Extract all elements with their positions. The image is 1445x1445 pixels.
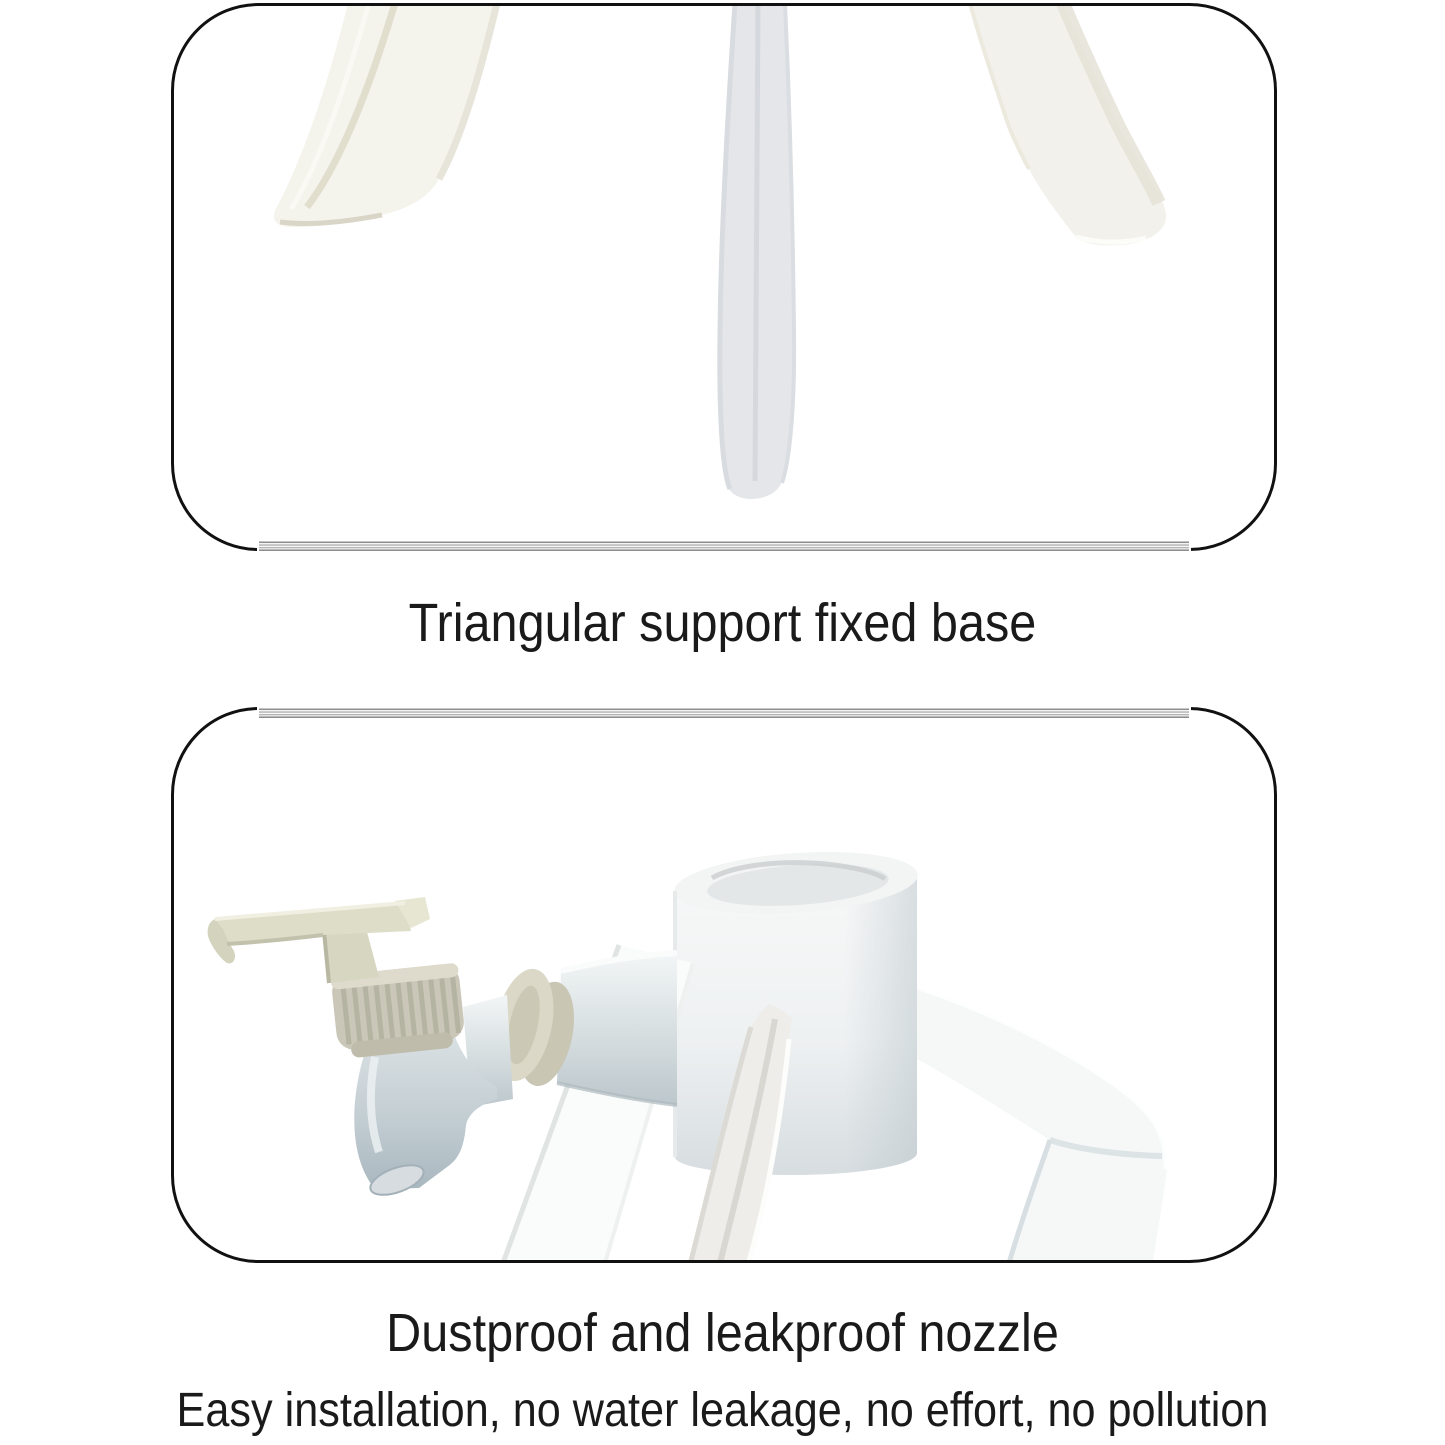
middle-support-prong [719, 3, 794, 499]
connector-pipe [557, 953, 677, 1105]
caption-features: Easy installation, no water leakage, no effort, no pollution [176, 1384, 1269, 1437]
spigot-handle-lever [208, 897, 430, 963]
right-support-prong [970, 3, 1166, 245]
frame-bottom-stripe-band [257, 538, 1191, 551]
triangular-base-photo [171, 3, 1277, 551]
caption-nozzle: Dustproof and leakproof nozzle [386, 1303, 1059, 1363]
dispenser-socket-cylinder [672, 845, 920, 1175]
left-support-prong [274, 3, 497, 227]
nozzle-photo [171, 707, 1277, 1263]
frame-top-stripe-band [257, 707, 1191, 720]
triangular-base-photo-frame [171, 3, 1277, 551]
caption-triangular-base: Triangular support fixed base [408, 593, 1037, 653]
tripod-right-leg [917, 987, 1167, 1263]
nozzle-photo-frame [171, 707, 1277, 1263]
